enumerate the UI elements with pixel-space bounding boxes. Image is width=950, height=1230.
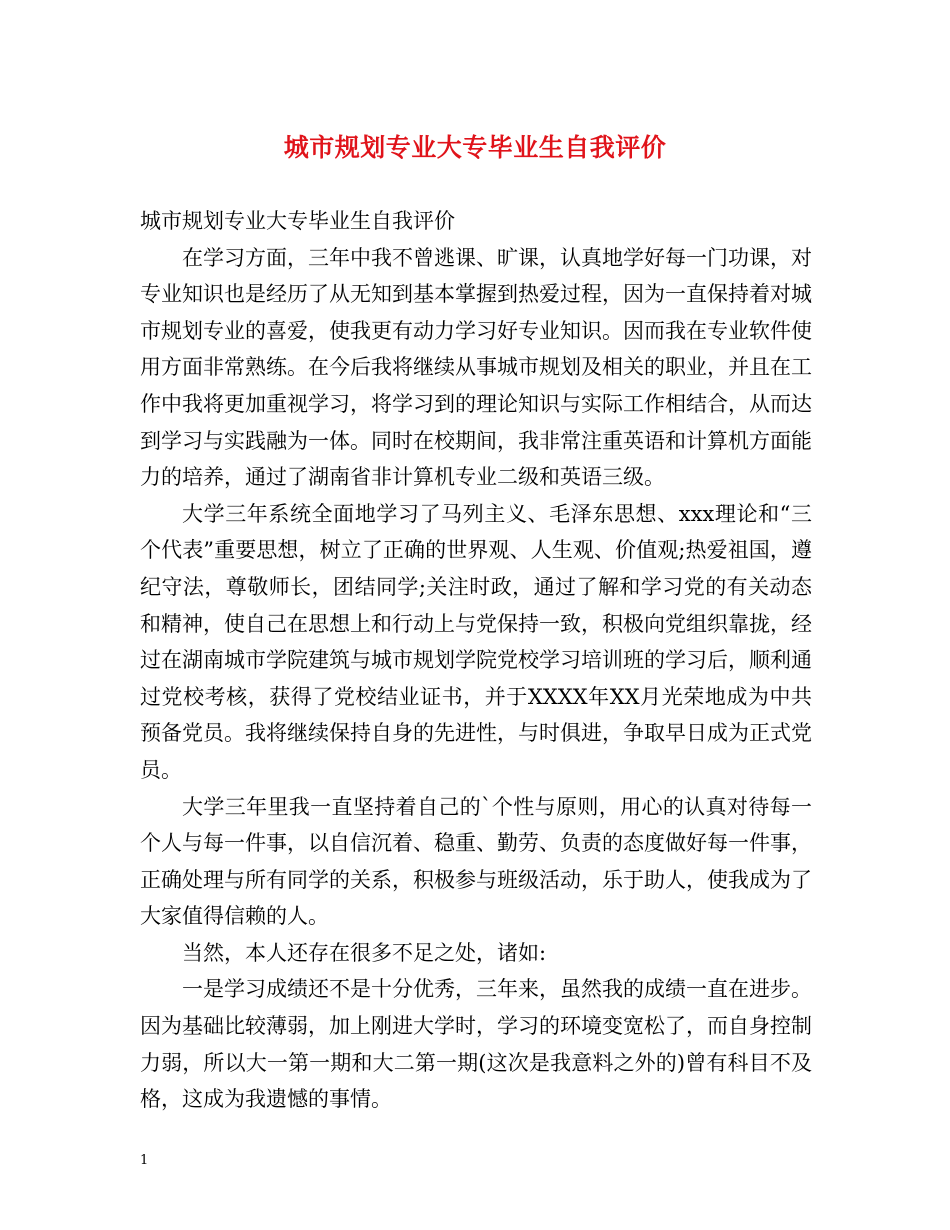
document-body: [140, 203, 812, 1118]
paragraph-shortcomings-intro: 当然，本人还存在很多不足之处，诸如:: [182, 940, 547, 965]
page-number: 1: [140, 1153, 149, 1168]
page-title: 城市规划专业大专毕业生自我评价: [283, 133, 667, 162]
paragraph-politics: 大学三年系统全面地学习了马列主义、毛泽东思想、xxx理论和“三个代表”重要思想，树立了正确的世界观、人生观、价值观;热爱祖国，遵纪守法，尊敬师长，团结同学;关注时政，通过了解和学习党的有关动态和精神，使自己在思想上和行动上与党保持一致，积极向党组织靠拢，经过在湖南城市学院建筑与城市规划学院党校学习培训班的学习后，顺利通过党校考核，获得了党校结业证书，并于XXXX年XX月光荣地成为中共预备党员。我将继续保持自身的先进性，与时俱进，争取早日成为正式党员。: [140, 501, 812, 782]
paragraph-shortcoming-one: 一是学习成绩还不是十分优秀，三年来，虽然我的成绩一直在进步。因为基础比较薄弱，加上刚进大学时，学习的环境变宽松了，而自身控制力弱，所以大一第一期和大二第一期(这次是我意料之外的)曾有科目不及格，这成为我遗憾的事情。: [140, 977, 812, 1112]
paragraph-character: 大学三年里我一直坚持着自己的`个性与原则，用心的认真对待每一个人与每一件事，以自信沉着、稳重、勤劳、负责的态度做好每一件事，正确处理与所有同学的关系，积极参与班级活动，乐于助人，使我成为了大家值得信赖的人。: [140, 794, 812, 929]
subtitle-paragraph: 城市规划专业大专毕业生自我评价: [140, 209, 455, 233]
paragraph-study: 在学习方面，三年中我不曾逃课、旷课，认真地学好每一门功课，对专业知识也是经历了从无知到基本掌握到热爱过程，因为一直保持着对城市规划专业的喜爱，使我更有动力学习好专业知识。因而我在专业软件使用方面非常熟练。在今后我将继续从事城市规划及相关的职业，并且在工作中我将更加重视学习，将学习到的理论知识与实际工作相结合，从而达到学习与实践融为一体。同时在校期间，我非常注重英语和计算机方面能力的培养，通过了湖南省非计算机专业二级和英语三级。: [140, 245, 812, 490]
